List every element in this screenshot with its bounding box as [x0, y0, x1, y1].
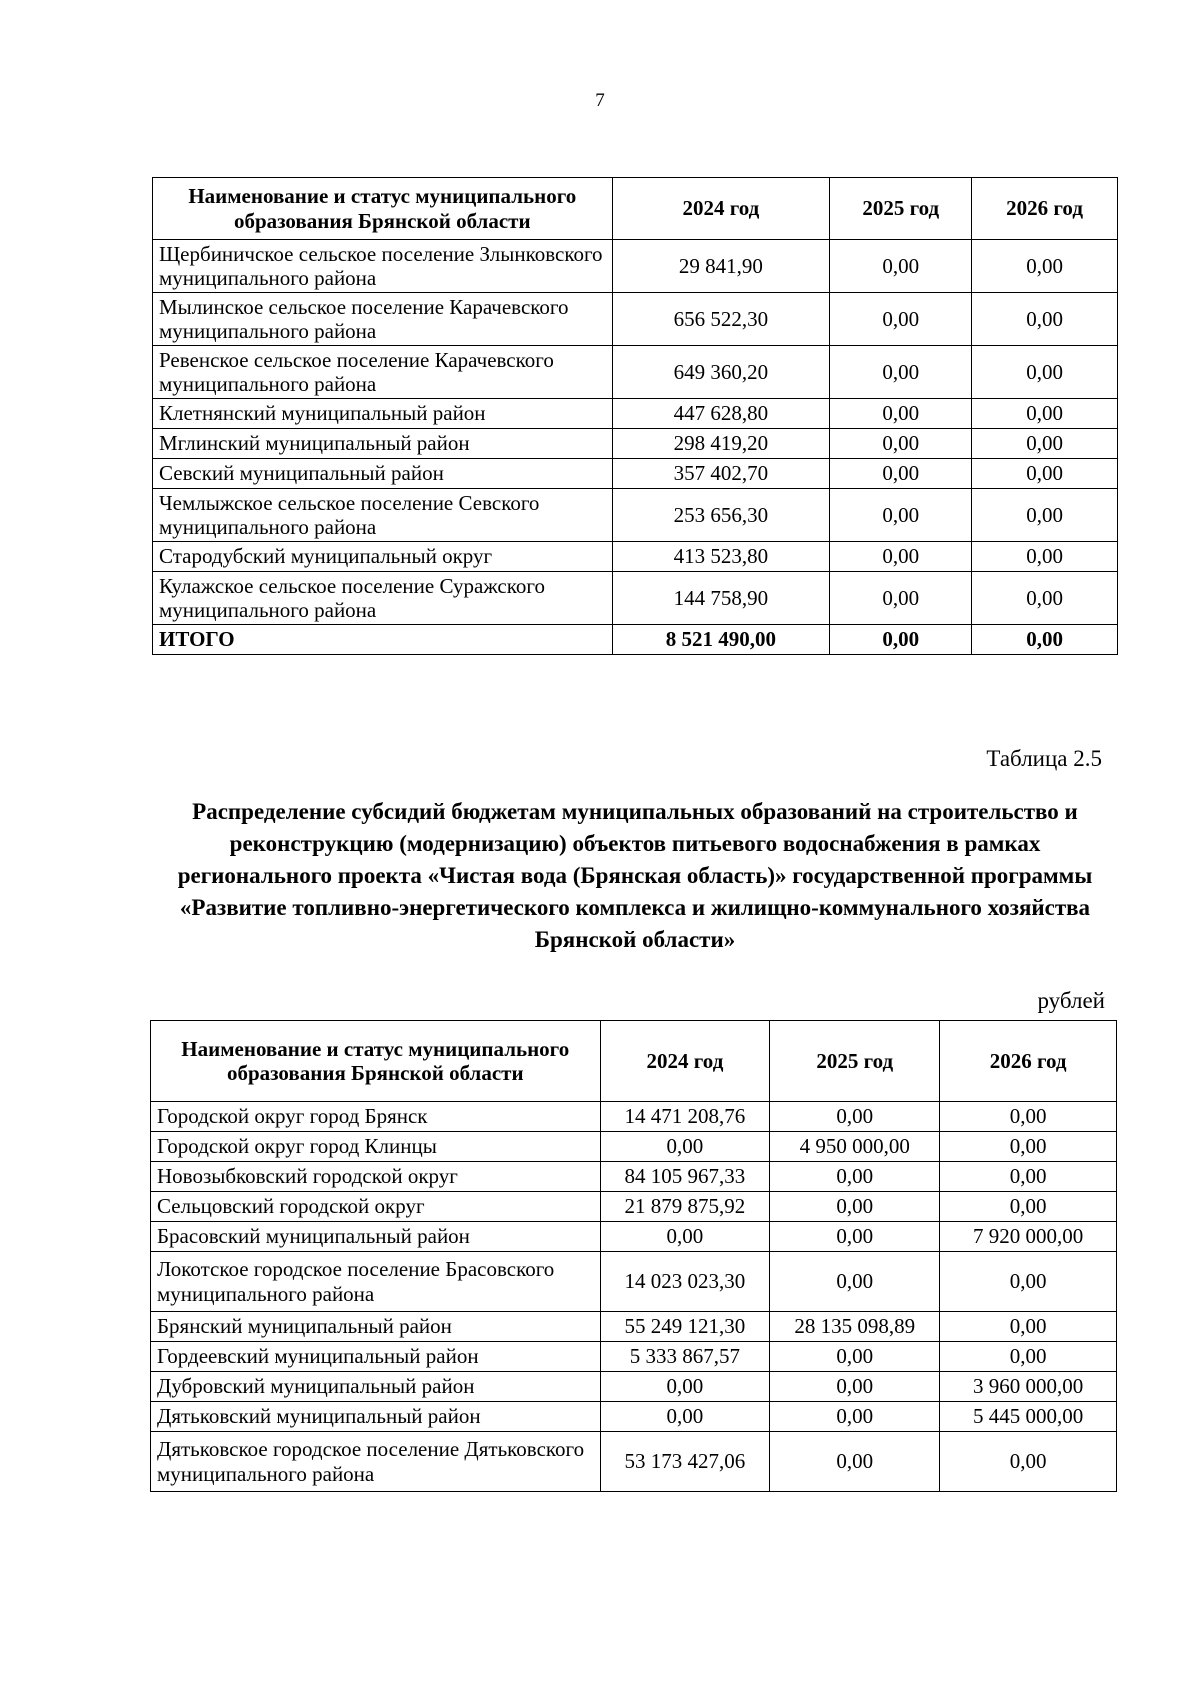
amount-2024: 656 522,30: [612, 293, 830, 346]
table-row: [151, 1432, 1117, 1492]
amount-2024: 357 402,70: [612, 459, 830, 489]
amount-2024: 144 758,90: [612, 572, 830, 625]
table-header-row: [153, 178, 1118, 240]
table-row: [153, 346, 1118, 399]
municipality-name: Брасовский муниципальный район: [151, 1222, 601, 1252]
municipality-name: Щербиничское сельское поселение Злынковского муниципального района: [153, 240, 613, 293]
amount-2025: 0,00: [830, 346, 972, 399]
amount-2026: 0,00: [972, 542, 1118, 572]
amount-2024: 0,00: [600, 1372, 770, 1402]
amount-2026: 0,00: [940, 1342, 1117, 1372]
table-heading: Распределение субсидий бюджетам муниципальных образований на строительство и реконструкцию (модернизацию) объектов питьевого водоснабжения в рамках регионального проекта «Чистая вода (Брянская область)» государственной программы «Развитие топливно-энергетического комплекса и жилищно-коммунального хозяйства Брянской области»: [177, 799, 1093, 952]
amount-2025: 0,00: [770, 1192, 940, 1222]
amount-2025: 0,00: [770, 1222, 940, 1252]
amount-2024: 413 523,80: [612, 542, 830, 572]
amount-2024: 253 656,30: [612, 489, 830, 542]
amount-2026: 0,00: [972, 489, 1118, 542]
table-row: [151, 1372, 1117, 1402]
table-row: [153, 429, 1118, 459]
table-row: [151, 1222, 1117, 1252]
municipality-name: Локотское городское поселение Брасовского муниципального района: [151, 1252, 601, 1312]
amount-2026: 0,00: [972, 429, 1118, 459]
municipality-name: Дубровский муниципальный район: [151, 1372, 601, 1402]
header-2024: 2024 год: [600, 1021, 770, 1102]
table-row: [151, 1402, 1117, 1432]
amount-2026: 0,00: [940, 1432, 1117, 1492]
subsidy-table-continued: [152, 177, 1118, 655]
header-2024: 2024 год: [612, 178, 830, 240]
amount-2026: 0,00: [972, 240, 1118, 293]
table-row: [151, 1252, 1117, 1312]
table-row: [153, 489, 1118, 542]
table-row: [151, 1312, 1117, 1342]
amount-2024: 21 879 875,92: [600, 1192, 770, 1222]
subsidy-distribution-table: [150, 1020, 1117, 1492]
amount-2024: 447 628,80: [612, 399, 830, 429]
municipality-name: Мглинский муниципальный район: [153, 429, 613, 459]
amount-2024: 84 105 967,33: [600, 1162, 770, 1192]
municipality-name: Брянский муниципальный район: [151, 1312, 601, 1342]
total-2025: 0,00: [830, 625, 972, 655]
municipality-name: Кулажское сельское поселение Суражского муниципального района: [153, 572, 613, 625]
amount-2024: 5 333 867,57: [600, 1342, 770, 1372]
total-row: [153, 625, 1118, 655]
table-row: [153, 572, 1118, 625]
amount-2024: 14 023 023,30: [600, 1252, 770, 1312]
amount-2024: 649 360,20: [612, 346, 830, 399]
amount-2025: 0,00: [770, 1402, 940, 1432]
municipality-name: Дятьковское городское поселение Дятьковского муниципального района: [151, 1432, 601, 1492]
table-row: [151, 1342, 1117, 1372]
municipality-name: Севский муниципальный район: [153, 459, 613, 489]
total-2026: 0,00: [972, 625, 1118, 655]
table-row: [153, 542, 1118, 572]
amount-2024: 55 249 121,30: [600, 1312, 770, 1342]
unit-label: рублей: [1037, 988, 1105, 1013]
amount-2026: 5 445 000,00: [940, 1402, 1117, 1432]
amount-2024: 53 173 427,06: [600, 1432, 770, 1492]
amount-2026: 0,00: [972, 399, 1118, 429]
amount-2025: 4 950 000,00: [770, 1132, 940, 1162]
total-label: ИТОГО: [153, 625, 613, 655]
amount-2025: 0,00: [830, 429, 972, 459]
municipality-name: Городской округ город Брянск: [151, 1102, 601, 1132]
amount-2026: 3 960 000,00: [940, 1372, 1117, 1402]
total-2024: 8 521 490,00: [612, 625, 830, 655]
municipality-name: Городской округ город Клинцы: [151, 1132, 601, 1162]
municipality-name: Стародубский муниципальный округ: [153, 542, 613, 572]
table-row: [153, 459, 1118, 489]
amount-2026: 0,00: [972, 346, 1118, 399]
table-row: [151, 1102, 1117, 1132]
amount-2026: 0,00: [972, 572, 1118, 625]
municipality-name: Клетнянский муниципальный район: [153, 399, 613, 429]
amount-2025: 0,00: [830, 489, 972, 542]
amount-2025: 0,00: [770, 1102, 940, 1132]
amount-2026: 0,00: [940, 1252, 1117, 1312]
amount-2024: 14 471 208,76: [600, 1102, 770, 1132]
municipality-name: Чемлыжское сельское поселение Севского муниципального района: [153, 489, 613, 542]
amount-2025: 0,00: [830, 572, 972, 625]
municipality-name: Новозыбковский городской округ: [151, 1162, 601, 1192]
table-row: [153, 399, 1118, 429]
amount-2025: 0,00: [830, 542, 972, 572]
amount-2025: 28 135 098,89: [770, 1312, 940, 1342]
amount-2026: 0,00: [972, 293, 1118, 346]
amount-2025: 0,00: [770, 1432, 940, 1492]
amount-2025: 0,00: [830, 240, 972, 293]
header-municipality: Наименование и статус муниципального образования Брянской области: [153, 178, 613, 240]
header-2025: 2025 год: [770, 1021, 940, 1102]
table-row: [151, 1132, 1117, 1162]
table-caption: Таблица 2.5: [986, 746, 1102, 771]
amount-2025: 0,00: [830, 459, 972, 489]
amount-2026: 0,00: [940, 1192, 1117, 1222]
amount-2026: 0,00: [940, 1102, 1117, 1132]
amount-2026: 0,00: [940, 1132, 1117, 1162]
amount-2026: 0,00: [940, 1162, 1117, 1192]
amount-2025: 0,00: [830, 399, 972, 429]
municipality-name: Ревенское сельское поселение Карачевского муниципального района: [153, 346, 613, 399]
amount-2025: 0,00: [770, 1342, 940, 1372]
amount-2026: 7 920 000,00: [940, 1222, 1117, 1252]
amount-2026: 0,00: [940, 1312, 1117, 1342]
municipality-name: Гордеевский муниципальный район: [151, 1342, 601, 1372]
municipality-name: Мылинское сельское поселение Карачевского муниципального района: [153, 293, 613, 346]
table-header-row: [151, 1021, 1117, 1102]
header-2026: 2026 год: [940, 1021, 1117, 1102]
amount-2024: 0,00: [600, 1402, 770, 1432]
header-2025: 2025 год: [830, 178, 972, 240]
amount-2024: 298 419,20: [612, 429, 830, 459]
amount-2024: 29 841,90: [612, 240, 830, 293]
amount-2025: 0,00: [770, 1162, 940, 1192]
municipality-name: Дятьковский муниципальный район: [151, 1402, 601, 1432]
amount-2025: 0,00: [770, 1252, 940, 1312]
table-row: [151, 1192, 1117, 1222]
amount-2024: 0,00: [600, 1222, 770, 1252]
amount-2025: 0,00: [770, 1372, 940, 1402]
header-municipality: Наименование и статус муниципального образования Брянской области: [151, 1021, 601, 1102]
amount-2026: 0,00: [972, 459, 1118, 489]
page-number: 7: [595, 90, 605, 111]
table-row: [151, 1162, 1117, 1192]
table-row: [153, 293, 1118, 346]
table-row: [153, 240, 1118, 293]
municipality-name: Сельцовский городской округ: [151, 1192, 601, 1222]
amount-2024: 0,00: [600, 1132, 770, 1162]
header-2026: 2026 год: [972, 178, 1118, 240]
amount-2025: 0,00: [830, 293, 972, 346]
